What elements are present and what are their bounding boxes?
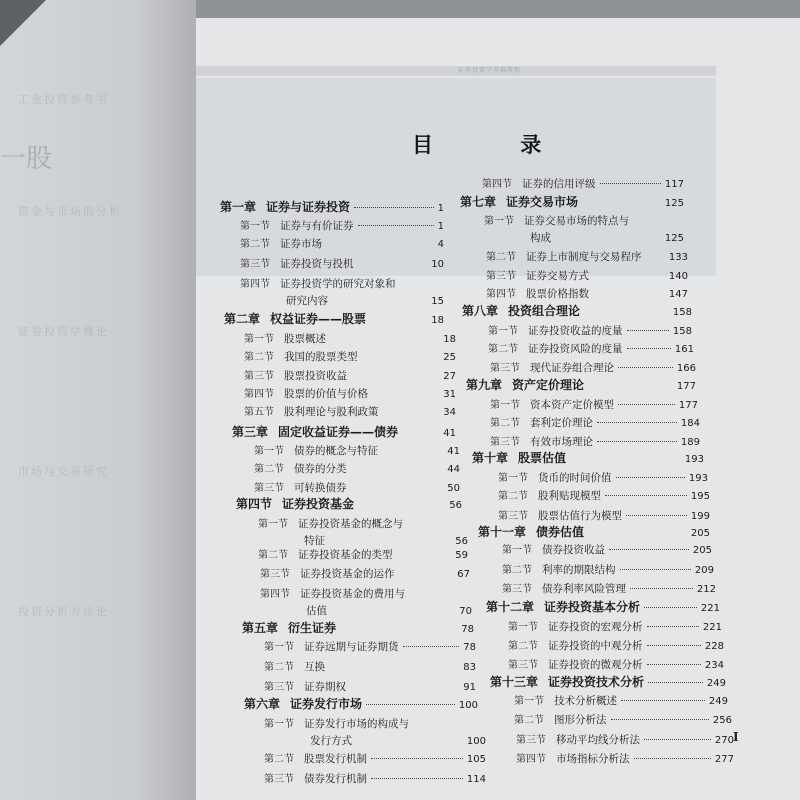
section-title: 债券发行机制 bbox=[304, 773, 367, 785]
section-title: 股利贴现模型 bbox=[538, 490, 601, 502]
chapter-number: 第四节 bbox=[236, 497, 273, 511]
toc-section-entry bbox=[490, 396, 698, 414]
toc-page bbox=[196, 18, 800, 800]
section-title: 证券投资风险的度量 bbox=[528, 343, 623, 355]
section-title: 股票概述 bbox=[284, 333, 326, 345]
page-ref: 193 bbox=[684, 454, 704, 465]
page-ref: 41 bbox=[443, 428, 456, 439]
page-ref: 15 bbox=[431, 296, 444, 307]
page-ref: 70 bbox=[459, 606, 472, 617]
dot-leader bbox=[366, 704, 455, 705]
section-title: 股利理论与股利政策 bbox=[284, 406, 379, 418]
section-number: 第一节 bbox=[514, 696, 544, 707]
section-title: 股票价格指数 bbox=[526, 288, 589, 300]
dot-leader bbox=[648, 682, 703, 683]
section-title: 现代证券组合理论 bbox=[530, 362, 614, 374]
chapter-title: 证券发行市场 bbox=[290, 697, 363, 711]
chapter-number: 第八章 bbox=[462, 304, 499, 318]
toc-chapter-entry bbox=[242, 619, 474, 637]
dot-leader bbox=[621, 700, 705, 701]
page-ref: 4 bbox=[437, 239, 444, 250]
section-title: 证券投资的宏观分析 bbox=[548, 621, 643, 633]
toc-section-entry bbox=[508, 637, 724, 655]
chapter-number: 第十三章 bbox=[490, 675, 539, 689]
section-number: 第三节 bbox=[508, 660, 538, 671]
dot-leader bbox=[600, 183, 661, 184]
chapter-number: 第十章 bbox=[472, 451, 509, 465]
chapter-title: 资产定价理论 bbox=[512, 378, 585, 392]
section-number: 第一节 bbox=[258, 519, 288, 530]
page-ref: 18 bbox=[431, 315, 444, 326]
page-ref: 100 bbox=[466, 736, 486, 747]
section-title: 证券上市制度与交易程序 bbox=[526, 251, 642, 263]
section-title: 证券投资收益的度量 bbox=[528, 325, 623, 337]
toc-section-entry bbox=[508, 618, 722, 636]
desk-corner bbox=[0, 0, 46, 46]
section-number: 第三节 bbox=[244, 371, 274, 382]
section-number: 第一节 bbox=[498, 473, 528, 484]
page-ref: 105 bbox=[466, 754, 486, 765]
toc-section-entry bbox=[502, 580, 716, 598]
dot-leader bbox=[616, 477, 685, 478]
section-number: 第三节 bbox=[516, 735, 546, 746]
page-ref: 133 bbox=[668, 252, 688, 263]
section-title: 证券投资学的研究对象和 bbox=[280, 278, 396, 290]
page-ref: 1 bbox=[437, 203, 444, 214]
chapter-title: 证券投资基本分析 bbox=[544, 600, 641, 614]
section-number: 第三节 bbox=[264, 774, 294, 785]
toc-chapter-entry bbox=[244, 695, 478, 713]
section-number: 第四节 bbox=[486, 289, 516, 300]
page-ref: 50 bbox=[447, 483, 460, 494]
dot-leader bbox=[597, 441, 677, 442]
toc-section-entry bbox=[244, 330, 456, 348]
chapter-number: 第十一章 bbox=[478, 525, 527, 539]
toc-chapter-entry bbox=[486, 598, 720, 616]
dot-leader bbox=[627, 330, 669, 331]
dot-leader bbox=[618, 404, 675, 405]
section-number: 第三节 bbox=[264, 682, 294, 693]
left-page-faded-line: 投资分析方法论 bbox=[18, 605, 109, 618]
page-ref: 205 bbox=[692, 545, 712, 556]
page-ref: 234 bbox=[704, 660, 724, 671]
dot-leader bbox=[611, 719, 709, 720]
page-ref: 56 bbox=[455, 536, 468, 547]
page-ref: 221 bbox=[702, 622, 722, 633]
section-number: 第一节 bbox=[264, 719, 294, 730]
section-title: 我国的股票类型 bbox=[284, 351, 358, 363]
dot-leader bbox=[371, 758, 463, 759]
section-title: 债券的分类 bbox=[294, 463, 347, 475]
toc-chapter-entry bbox=[472, 449, 704, 467]
toc-section-entry bbox=[502, 541, 712, 559]
toc-section-entry bbox=[258, 515, 468, 533]
section-title: 互换 bbox=[304, 661, 325, 673]
toc-title: 目 录 bbox=[412, 133, 582, 157]
dot-leader bbox=[620, 569, 691, 570]
dot-leader bbox=[605, 495, 687, 496]
chapter-number: 第十二章 bbox=[486, 600, 535, 614]
page-ref: 249 bbox=[708, 696, 728, 707]
chapter-title: 权益证券——股票 bbox=[270, 312, 367, 326]
toc-section-entry bbox=[244, 348, 456, 366]
section-number: 第一节 bbox=[484, 216, 514, 227]
dot-leader bbox=[358, 225, 434, 226]
dot-leader bbox=[644, 739, 711, 740]
page-ref: 100 bbox=[458, 700, 478, 711]
section-title-continued: 研究内容 bbox=[286, 295, 328, 307]
page-ref: 10 bbox=[431, 259, 444, 270]
section-number: 第一节 bbox=[244, 334, 274, 345]
section-title: 利率的期限结构 bbox=[542, 564, 616, 576]
toc-section-entry bbox=[498, 469, 708, 487]
chapter-title: 固定收益证券——债券 bbox=[278, 425, 399, 439]
page-ref: 67 bbox=[457, 569, 470, 580]
section-number: 第二节 bbox=[508, 641, 538, 652]
toc-section-entry bbox=[514, 711, 732, 729]
section-number: 第三节 bbox=[254, 483, 284, 494]
section-title: 证券投资基金的概念与 bbox=[298, 518, 403, 530]
chapter-title: 债券估值 bbox=[536, 525, 585, 539]
section-title: 证券投资基金的费用与 bbox=[300, 588, 405, 600]
section-number: 第四节 bbox=[482, 179, 512, 190]
section-number: 第三节 bbox=[240, 259, 270, 270]
section-number: 第三节 bbox=[502, 584, 532, 595]
page-ref: 125 bbox=[664, 233, 684, 244]
toc-section-entry bbox=[244, 385, 456, 403]
section-number: 第一节 bbox=[254, 446, 284, 457]
toc-section-entry bbox=[258, 546, 468, 564]
chapter-number: 第九章 bbox=[466, 378, 503, 392]
page-ref: 140 bbox=[668, 271, 688, 282]
section-title: 证券交易市场的特点与 bbox=[524, 215, 629, 227]
section-number: 第四节 bbox=[240, 279, 270, 290]
toc-chapter-entry bbox=[220, 198, 444, 216]
toc-section-entry bbox=[244, 367, 456, 385]
dot-leader bbox=[403, 646, 460, 647]
section-title: 证券投资的微观分析 bbox=[548, 659, 643, 671]
dot-leader bbox=[618, 367, 673, 368]
section-number: 第一节 bbox=[240, 221, 270, 232]
section-title-continued: 发行方式 bbox=[310, 735, 352, 747]
page-ref: 25 bbox=[443, 352, 456, 363]
section-title: 套利定价理论 bbox=[530, 417, 593, 429]
section-title-continued: 构成 bbox=[530, 232, 551, 244]
page-ref: 31 bbox=[443, 389, 456, 400]
page-ref: 166 bbox=[676, 363, 696, 374]
chapter-number: 第二章 bbox=[224, 312, 261, 326]
page-ref: 117 bbox=[664, 179, 684, 190]
running-header-band bbox=[196, 66, 716, 76]
toc-section-entry bbox=[264, 715, 486, 733]
toc-section-entry bbox=[264, 658, 476, 676]
toc-section-entry bbox=[486, 248, 688, 266]
section-title: 移动平均线分析法 bbox=[556, 734, 640, 746]
chapter-number: 第三章 bbox=[232, 425, 269, 439]
section-title: 有效市场理论 bbox=[530, 436, 593, 448]
section-title: 证券的信用评级 bbox=[522, 178, 596, 190]
toc-section-entry bbox=[244, 403, 456, 421]
section-number: 第四节 bbox=[244, 389, 274, 400]
page-ref: 205 bbox=[690, 528, 710, 539]
section-number: 第五节 bbox=[244, 407, 274, 418]
section-title: 股票估值行为模型 bbox=[538, 510, 622, 522]
left-page-faded-line: 市场与交易研究 bbox=[18, 465, 109, 478]
dot-leader bbox=[626, 515, 687, 516]
dot-leader bbox=[647, 626, 699, 627]
section-title: 图形分析法 bbox=[554, 714, 607, 726]
toc-section-entry-continued bbox=[530, 230, 684, 248]
section-title: 债券投资收益 bbox=[542, 544, 605, 556]
section-title: 债券利率风险管理 bbox=[542, 583, 626, 595]
page-ref: 195 bbox=[690, 491, 710, 502]
left-page-glyph: 一股 bbox=[0, 144, 53, 174]
section-title: 股票的价值与价格 bbox=[284, 388, 368, 400]
section-title: 证券期权 bbox=[304, 681, 346, 693]
toc-section-entry bbox=[486, 267, 688, 285]
toc-section-entry bbox=[488, 322, 692, 340]
section-title: 技术分析概述 bbox=[554, 695, 617, 707]
toc-section-entry-continued bbox=[286, 293, 444, 311]
toc-section-entry bbox=[264, 678, 476, 696]
section-title: 证券投资与投机 bbox=[280, 258, 354, 270]
toc-chapter-entry bbox=[224, 310, 444, 328]
dot-leader bbox=[634, 758, 711, 759]
section-number: 第二节 bbox=[264, 754, 294, 765]
toc-section-entry bbox=[502, 561, 714, 579]
page-ref: 83 bbox=[463, 662, 476, 673]
section-title-continued: 估值 bbox=[306, 605, 327, 617]
toc-section-entry bbox=[516, 750, 734, 768]
chapter-title: 衍生证券 bbox=[288, 621, 337, 635]
section-title: 证券与有价证券 bbox=[280, 220, 354, 232]
toc-chapter-entry bbox=[460, 193, 684, 211]
toc-section-entry bbox=[240, 217, 444, 235]
page-ref: 228 bbox=[704, 641, 724, 652]
section-title: 证券投资基金的运作 bbox=[300, 568, 395, 580]
toc-chapter-entry bbox=[478, 523, 710, 541]
page-ref: 193 bbox=[688, 473, 708, 484]
section-number: 第四节 bbox=[516, 754, 546, 765]
chapter-title: 证券与证券投资 bbox=[266, 200, 351, 214]
section-number: 第一节 bbox=[508, 622, 538, 633]
section-title: 股票发行机制 bbox=[304, 753, 367, 765]
section-title: 证券交易方式 bbox=[526, 270, 589, 282]
section-number: 第三节 bbox=[260, 569, 290, 580]
page-ref: 189 bbox=[680, 437, 700, 448]
section-title: 证券投资基金的类型 bbox=[298, 549, 393, 561]
left-page-faded-line: 资金与市场的分析 bbox=[18, 205, 122, 218]
dot-leader bbox=[647, 645, 701, 646]
page-ref: 158 bbox=[672, 307, 692, 318]
left-page-faded-line: 工业投资参考书 bbox=[18, 93, 109, 106]
page-ref: 209 bbox=[694, 565, 714, 576]
toc-section-entry bbox=[260, 585, 472, 603]
chapter-title: 证券投资技术分析 bbox=[548, 675, 645, 689]
toc-section-entry bbox=[516, 731, 734, 749]
page-ref: 1 bbox=[437, 221, 444, 232]
toc-section-entry bbox=[254, 442, 460, 460]
page-ref: 147 bbox=[668, 289, 688, 300]
toc-section-entry bbox=[490, 414, 700, 432]
section-number: 第三节 bbox=[490, 437, 520, 448]
page-ref: 277 bbox=[714, 754, 734, 765]
toc-section-entry-continued bbox=[310, 733, 486, 751]
page-ref: 59 bbox=[455, 550, 468, 561]
section-number: 第三节 bbox=[490, 363, 520, 374]
toc-section-entry bbox=[482, 175, 684, 193]
toc-chapter-entry bbox=[490, 673, 726, 691]
toc-section-entry bbox=[514, 692, 728, 710]
chapter-number: 第五章 bbox=[242, 621, 279, 635]
section-number: 第四节 bbox=[260, 589, 290, 600]
page-ref: 114 bbox=[466, 774, 486, 785]
page-ref: 221 bbox=[700, 603, 720, 614]
dot-leader bbox=[354, 207, 434, 208]
toc-section-entry bbox=[260, 565, 470, 583]
section-number: 第一节 bbox=[488, 326, 518, 337]
chapter-number: 第七章 bbox=[460, 195, 497, 209]
section-title: 证券发行市场的构成与 bbox=[304, 718, 409, 730]
dot-leader bbox=[371, 778, 463, 779]
section-title: 证券市场 bbox=[280, 238, 322, 250]
page-ref: 199 bbox=[690, 511, 710, 522]
section-title: 可转换债券 bbox=[294, 482, 347, 494]
left-page bbox=[0, 0, 196, 800]
page-ref: 78 bbox=[463, 642, 476, 653]
section-number: 第二节 bbox=[240, 239, 270, 250]
toc-section-entry bbox=[486, 285, 688, 303]
toc-section-entry bbox=[498, 487, 710, 505]
section-number: 第二节 bbox=[498, 491, 528, 502]
section-number: 第二节 bbox=[258, 550, 288, 561]
page-ref: 270 bbox=[714, 735, 734, 746]
page-ref: 212 bbox=[696, 584, 716, 595]
section-number: 第二节 bbox=[244, 352, 274, 363]
dot-leader bbox=[597, 422, 677, 423]
dot-leader bbox=[609, 549, 689, 550]
chapter-title: 股票估值 bbox=[518, 451, 567, 465]
section-title-continued: 特征 bbox=[304, 535, 325, 547]
page-ref: 161 bbox=[674, 344, 694, 355]
section-title: 债券的概念与特征 bbox=[294, 445, 378, 457]
page-ref: 41 bbox=[447, 446, 460, 457]
section-title: 市场指标分析法 bbox=[556, 753, 630, 765]
left-page-faded-line: 证券投资学概论 bbox=[18, 325, 109, 338]
section-number: 第三节 bbox=[498, 511, 528, 522]
section-number: 第二节 bbox=[264, 662, 294, 673]
page-ref: 184 bbox=[680, 418, 700, 429]
section-title: 货币的时间价值 bbox=[538, 472, 612, 484]
chapter-number: 第一章 bbox=[220, 200, 257, 214]
toc-section-entry bbox=[508, 656, 724, 674]
chapter-title: 证券投资基金 bbox=[282, 497, 355, 511]
chapter-title: 证券交易市场 bbox=[506, 195, 579, 209]
section-number: 第一节 bbox=[264, 642, 294, 653]
toc-section-entry bbox=[484, 212, 684, 230]
section-title: 证券远期与证券期货 bbox=[304, 641, 399, 653]
section-number: 第二节 bbox=[254, 464, 284, 475]
page-ref: 44 bbox=[447, 464, 460, 475]
chapter-number: 第六章 bbox=[244, 697, 281, 711]
toc-chapter-entry bbox=[462, 302, 692, 320]
page-ref: 256 bbox=[712, 715, 732, 726]
page-ref: 249 bbox=[706, 678, 726, 689]
section-number: 第一节 bbox=[502, 545, 532, 556]
page-ref: 91 bbox=[463, 682, 476, 693]
dot-leader bbox=[627, 348, 671, 349]
section-number: 第二节 bbox=[514, 715, 544, 726]
page-ref: 158 bbox=[672, 326, 692, 337]
page-ref: 18 bbox=[443, 334, 456, 345]
toc-chapter-entry bbox=[466, 376, 696, 394]
page-number: I bbox=[733, 730, 739, 744]
toc-section-entry bbox=[264, 638, 476, 656]
section-number: 第二节 bbox=[486, 252, 516, 263]
page-ref: 125 bbox=[664, 198, 684, 209]
page-ref: 27 bbox=[443, 371, 456, 382]
page-ref: 177 bbox=[678, 400, 698, 411]
page-ref: 78 bbox=[461, 624, 474, 635]
dot-leader bbox=[630, 588, 693, 589]
page-ref: 34 bbox=[443, 407, 456, 418]
toc-section-entry bbox=[240, 255, 444, 273]
section-number: 第三节 bbox=[486, 271, 516, 282]
section-number: 第二节 bbox=[488, 344, 518, 355]
dot-leader bbox=[644, 607, 697, 608]
toc-section-entry bbox=[264, 770, 486, 788]
toc-chapter-entry bbox=[236, 495, 462, 513]
running-header-label: 证券投资学基础教程 bbox=[458, 67, 522, 74]
dot-leader bbox=[647, 664, 701, 665]
section-number: 第二节 bbox=[502, 565, 532, 576]
section-title: 资本资产定价模型 bbox=[530, 399, 614, 411]
section-title: 证券投资的中观分析 bbox=[548, 640, 643, 652]
toc-chapter-entry bbox=[232, 423, 456, 441]
toc-section-entry bbox=[240, 235, 444, 253]
section-number: 第二节 bbox=[490, 418, 520, 429]
toc-section-entry bbox=[264, 750, 486, 768]
chapter-title: 投资组合理论 bbox=[508, 304, 581, 318]
toc-section-entry bbox=[254, 460, 460, 478]
section-title: 股票投资收益 bbox=[284, 370, 347, 382]
section-number: 第一节 bbox=[490, 400, 520, 411]
toc-section-entry bbox=[488, 340, 694, 358]
toc-section-entry bbox=[240, 275, 444, 293]
toc-section-entry bbox=[490, 359, 696, 377]
page-ref: 177 bbox=[676, 381, 696, 392]
page-ref: 56 bbox=[449, 500, 462, 511]
